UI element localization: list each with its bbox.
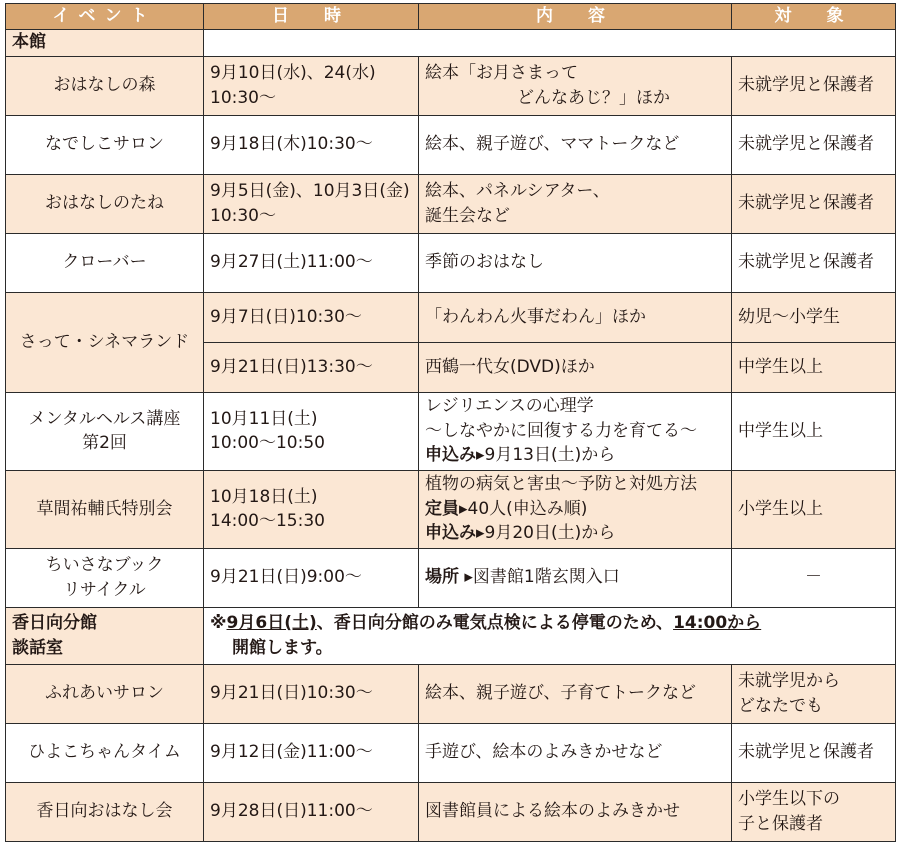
event-content: 絵本、親子遊び、ママトークなど bbox=[419, 115, 732, 174]
event-date: 9月21日(日)13:30～ bbox=[204, 342, 419, 392]
event-name: メンタルヘルス講座 第2回 bbox=[6, 392, 204, 470]
event-date: 9月21日(日)10:30～ bbox=[204, 664, 419, 723]
event-name: クローバー bbox=[6, 233, 204, 292]
event-date: 9月10日(水)、24(水) 10:30～ bbox=[204, 56, 419, 115]
header-content: 内 容 bbox=[419, 4, 732, 30]
event-name: おはなしのたね bbox=[6, 174, 204, 233]
event-target: 未就学児と保護者 bbox=[732, 723, 896, 782]
section-title-honkan: 本館 bbox=[6, 29, 204, 56]
event-content: 西鶴一代女(DVD)ほか bbox=[419, 342, 732, 392]
event-target: 未就学児と保護者 bbox=[732, 115, 896, 174]
closure-notice: ※9月6日(土)、香日向分館のみ電気点検による停電のため、14:00から 開館します。 bbox=[204, 607, 896, 664]
table-row bbox=[6, 664, 896, 723]
event-content: 季節のおはなし bbox=[419, 233, 732, 292]
event-content: 絵本、親子遊び、子育てトークなど bbox=[419, 664, 732, 723]
event-date: 9月18日(木)10:30～ bbox=[204, 115, 419, 174]
event-date: 10月18日(土) 14:00～15:30 bbox=[204, 470, 419, 548]
event-content: 絵本、パネルシアター、 誕生会など bbox=[419, 174, 732, 233]
event-target: 未就学児から どなたでも bbox=[732, 664, 896, 723]
header-datetime: 日 時 bbox=[204, 4, 419, 30]
table-row bbox=[6, 782, 896, 841]
table-row bbox=[6, 174, 896, 233]
event-content: 場所 ▸図書館1階玄関入口 bbox=[419, 548, 732, 607]
event-target: 中学生以上 bbox=[732, 392, 896, 470]
table-row bbox=[6, 292, 896, 342]
event-name: ふれあいサロン bbox=[6, 664, 204, 723]
event-target: － bbox=[732, 548, 896, 607]
event-target: 未就学児と保護者 bbox=[732, 56, 896, 115]
event-date: 9月7日(日)10:30～ bbox=[204, 292, 419, 342]
table-row bbox=[6, 723, 896, 782]
event-name: ちいさなブック リサイクル bbox=[6, 548, 204, 607]
event-content: 絵本「お月さまって どんなあじ？」ほか bbox=[419, 56, 732, 115]
event-target: 中学生以上 bbox=[732, 342, 896, 392]
event-target: 未就学児と保護者 bbox=[732, 174, 896, 233]
event-content: 植物の病気と害虫～予防と対処方法 定員▸40人(申込み順) 申込み▸9月20日(土)から bbox=[419, 470, 732, 548]
event-name: おはなしの森 bbox=[6, 56, 204, 115]
event-date: 9月28日(日)11:00～ bbox=[204, 782, 419, 841]
table-row bbox=[6, 470, 896, 548]
event-name: なでしこサロン bbox=[6, 115, 204, 174]
section-title-kasukabe: 香日向分館 談話室 bbox=[6, 607, 204, 664]
table-row bbox=[6, 392, 896, 470]
event-name: 香日向おはなし会 bbox=[6, 782, 204, 841]
table-row bbox=[6, 56, 896, 115]
table-row bbox=[6, 233, 896, 292]
header-target: 対 象 bbox=[732, 4, 896, 30]
table-row bbox=[6, 115, 896, 174]
event-name: ひよこちゃんタイム bbox=[6, 723, 204, 782]
event-date: 9月12日(金)11:00～ bbox=[204, 723, 419, 782]
event-content: 図書館員による絵本のよみきかせ bbox=[419, 782, 732, 841]
event-target: 未就学児と保護者 bbox=[732, 233, 896, 292]
section-row-kasukabe bbox=[6, 607, 896, 664]
event-target: 小学生以下の 子と保護者 bbox=[732, 782, 896, 841]
event-target: 小学生以上 bbox=[732, 470, 896, 548]
event-name: 草間祐輔氏特別会 bbox=[6, 470, 204, 548]
event-name: さって・シネマランド bbox=[6, 292, 204, 392]
event-content: レジリエンスの心理学 ～しなやかに回復する力を育てる～ 申込み▸9月13日(土)から bbox=[419, 392, 732, 470]
event-date: 9月5日(金)、10月3日(金) 10:30～ bbox=[204, 174, 419, 233]
event-date: 9月27日(土)11:00～ bbox=[204, 233, 419, 292]
section-row-honkan bbox=[6, 29, 896, 56]
event-content: 手遊び、絵本のよみきかせなど bbox=[419, 723, 732, 782]
event-date: 10月11日(土) 10:00～10:50 bbox=[204, 392, 419, 470]
event-schedule-table bbox=[5, 3, 896, 842]
event-date: 9月21日(日)9:00～ bbox=[204, 548, 419, 607]
table-row bbox=[6, 548, 896, 607]
event-target: 幼児～小学生 bbox=[732, 292, 896, 342]
header-event: イベント bbox=[6, 4, 204, 30]
header-row bbox=[6, 4, 896, 30]
event-content: 「わんわん火事だわん」ほか bbox=[419, 292, 732, 342]
